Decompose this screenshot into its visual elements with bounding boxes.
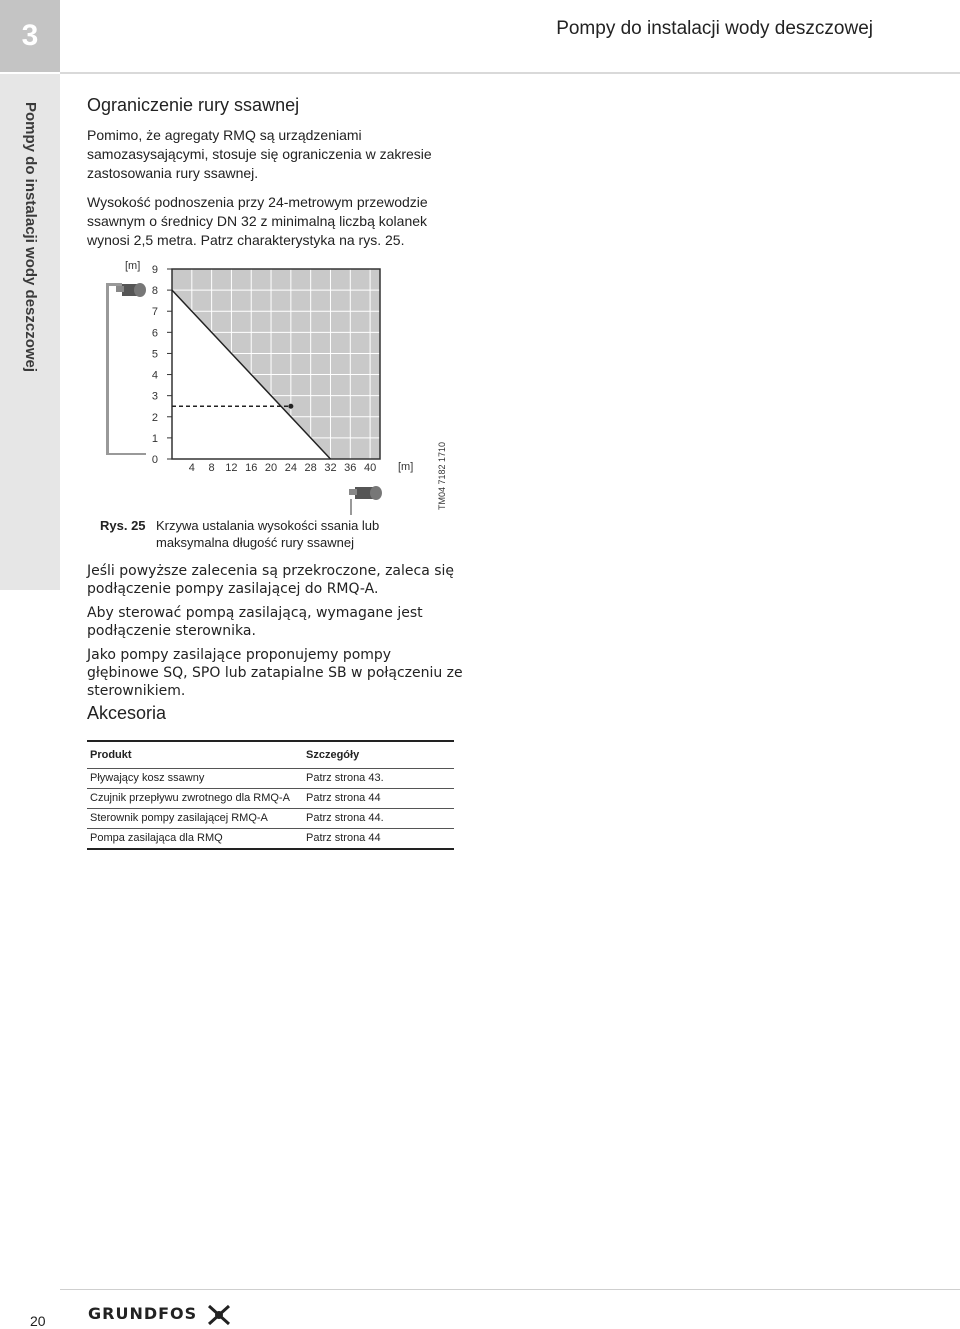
- chapter-number: 3: [0, 0, 60, 72]
- table-row: [87, 829, 454, 850]
- figure-caption: [100, 517, 460, 551]
- paragraph: Pomimo, że agregaty RMQ są urządzeniami samozasysającymi, stosuje się ograniczenia w zakresie zastosowania rury ssawnej.: [87, 127, 432, 181]
- y-tick-label: 5: [151, 348, 158, 361]
- pump-icon: [106, 283, 146, 455]
- x-tick-label: 36: [344, 462, 357, 474]
- page-title: Pompy do instalacji wody deszczowej: [556, 18, 873, 39]
- table-cell: Pływający kosz ssawny: [87, 769, 303, 789]
- y-tick-label: 3: [151, 390, 158, 403]
- section-recommendations: [87, 562, 467, 706]
- y-axis-unit: [m]: [125, 260, 141, 272]
- section-suction-limit: [87, 95, 467, 260]
- y-tick-label: 7: [151, 306, 158, 319]
- x-tick-label: 16: [245, 462, 258, 474]
- x-tick-label: 28: [304, 462, 317, 474]
- accessories-table: [87, 740, 454, 850]
- table-row: [87, 789, 454, 809]
- section-heading: Ograniczenie rury ssawnej: [87, 95, 300, 115]
- y-tick-label: 4: [151, 369, 158, 382]
- side-tab[interactable]: [0, 74, 60, 590]
- side-tab-label: Pompy do instalacji wody deszczowej: [22, 102, 39, 373]
- x-tick-label: 40: [363, 462, 377, 474]
- header-divider: [60, 72, 960, 74]
- column-header: Produkt: [87, 741, 303, 769]
- table-cell: Pompa zasilająca dla RMQ: [87, 829, 303, 850]
- table-cell: Czujnik przepływu zwrotnego dla RMQ-A: [87, 789, 303, 809]
- reference-point: [288, 404, 293, 409]
- footer-divider: [60, 1289, 960, 1290]
- y-tick-label: 1: [151, 432, 158, 445]
- page-number: 20: [30, 1313, 46, 1329]
- pump-icon-bottom: [349, 486, 382, 515]
- caption-text: Krzywa ustalania wysokości ssania lub maksymalna długość rury ssawnej: [156, 518, 380, 550]
- paragraph: Wysokość podnoszenia przy 24-metrowym przewodzie ssawnym o średnicy DN 32 z minimalną liczbą kolanek wynosi 2,5 metra. Patrz charakterystyka na rys. 25.: [87, 194, 428, 248]
- y-tick-label: 2: [151, 411, 158, 424]
- x-tick-label: 32: [324, 462, 337, 474]
- logo-text: GRUNDFOS: [88, 1304, 198, 1324]
- table-cell: Patrz strona 44: [303, 789, 454, 809]
- paragraph: Aby sterować pompą zasilającą, wymagane jest podłączenie sterownika.: [87, 605, 423, 639]
- suction-curve-chart: [100, 255, 460, 515]
- x-tick-label: 4: [188, 462, 195, 474]
- column-header: Szczegóły: [303, 741, 454, 769]
- table-cell: Patrz strona 44: [303, 829, 454, 850]
- table-cell: Sterownik pompy zasilającej RMQ-A: [87, 809, 303, 829]
- accessories-heading: Akcesoria: [87, 703, 167, 723]
- table-row: [87, 809, 454, 829]
- y-tick-label: 0: [151, 454, 158, 466]
- figure-label: Rys. 25: [100, 518, 146, 533]
- x-tick-label: 12: [225, 462, 238, 474]
- table-row: [87, 769, 454, 789]
- x-axis-unit: [m]: [398, 461, 414, 473]
- y-tick-label: 8: [151, 285, 158, 298]
- y-tick-label: 9: [151, 264, 158, 276]
- x-tick-label: 8: [208, 462, 215, 474]
- table-cell: Patrz strona 44.: [303, 809, 454, 829]
- x-tick-label: 24: [284, 462, 297, 474]
- figure-id: TM04 7182 1710: [437, 441, 447, 510]
- grundfos-logo: [88, 1304, 232, 1326]
- paragraph: Jako pompy zasilające proponujemy pompy głębinowe SQ, SPO lub zatapialne SB w połączeniu ze sterownikiem.: [87, 647, 463, 699]
- table-header-row: [87, 741, 454, 769]
- logo-mark-icon: [206, 1304, 232, 1326]
- y-tick-label: 6: [151, 327, 158, 340]
- x-tick-label: 20: [264, 462, 278, 474]
- table-cell: Patrz strona 43.: [303, 769, 454, 789]
- header: [60, 0, 960, 72]
- paragraph: Jeśli powyższe zalecenia są przekroczone, zaleca się podłączenie pompy zasilającej do RMQ-A.: [87, 563, 455, 597]
